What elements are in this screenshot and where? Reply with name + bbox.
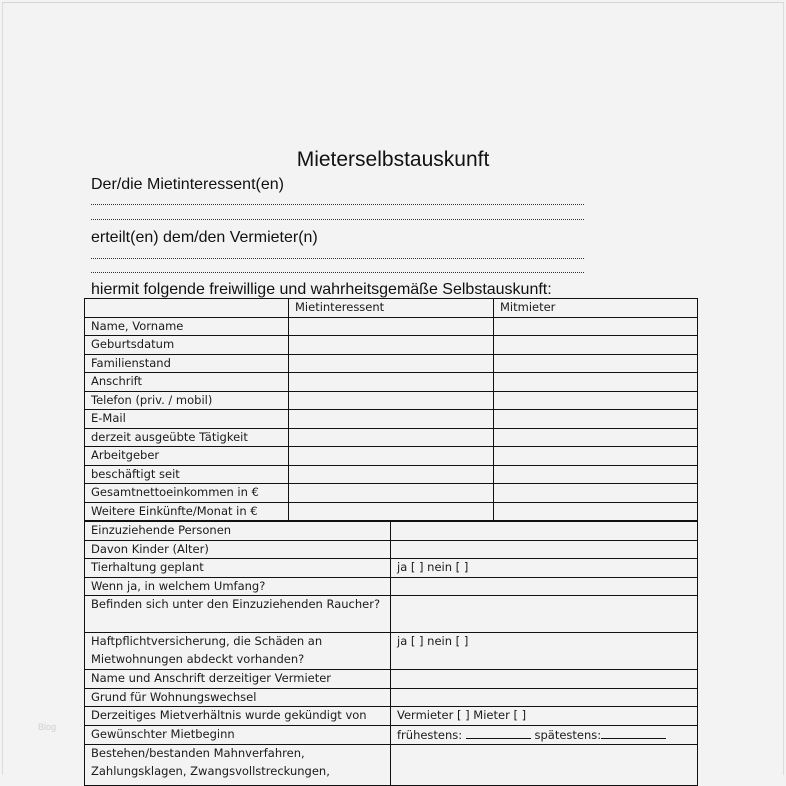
table-row bbox=[85, 410, 698, 429]
row-label: Befinden sich unter den Einzuziehenden Raucher? bbox=[85, 596, 391, 633]
row-label: Haftpflichtversicherung, die Schäden an Mietwohnungen abdeckt vorhanden? bbox=[85, 633, 391, 670]
table-row bbox=[85, 502, 698, 521]
row-label: Bestehen/bestanden Mahnverfahren, Zahlungsklagen, Zwangsvollstreckungen, bbox=[85, 745, 391, 786]
table-row bbox=[85, 447, 698, 466]
row-label: Gewünschter Mietbeginn bbox=[85, 725, 391, 745]
intro-declaration: hiermit folgende freiwillige und wahrheitsgemäße Selbstauskunft: bbox=[91, 281, 552, 298]
watermark: Blog bbox=[38, 722, 57, 732]
earliest-label: frühestens: bbox=[397, 727, 463, 742]
mietinteressent-field[interactable] bbox=[289, 447, 494, 466]
mietinteressent-field[interactable] bbox=[289, 465, 494, 484]
mitmieter-field[interactable] bbox=[494, 354, 698, 373]
header-mitmieter: Mitmieter bbox=[494, 299, 698, 318]
insurance-yes-no-checkbox[interactable]: ja [ ] nein [ ] bbox=[391, 633, 698, 670]
mietinteressent-field[interactable] bbox=[289, 354, 494, 373]
row-label: Gesamtnettoeinkommen in € bbox=[85, 484, 289, 503]
header-label-cell bbox=[85, 299, 289, 318]
mitmieter-field[interactable] bbox=[494, 373, 698, 392]
table-row bbox=[85, 725, 698, 745]
header-mietinteressent: Mietinteressent bbox=[289, 299, 494, 318]
table-row bbox=[85, 559, 698, 578]
household-details-table bbox=[84, 521, 698, 786]
answer-field[interactable] bbox=[391, 688, 698, 707]
mietinteressent-field[interactable] bbox=[289, 373, 494, 392]
personal-data-table bbox=[84, 298, 698, 521]
answer-field[interactable] bbox=[391, 596, 698, 633]
mitmieter-field[interactable] bbox=[494, 410, 698, 429]
row-label: beschäftigt seit bbox=[85, 465, 289, 484]
mitmieter-field[interactable] bbox=[494, 317, 698, 336]
table-row bbox=[85, 670, 698, 689]
row-label: Anschrift bbox=[85, 373, 289, 392]
table-row bbox=[85, 522, 698, 541]
mitmieter-field[interactable] bbox=[494, 391, 698, 410]
table-row bbox=[85, 484, 698, 503]
mietinteressent-field[interactable] bbox=[289, 410, 494, 429]
answer-field[interactable] bbox=[391, 522, 698, 541]
row-label: Davon Kinder (Alter) bbox=[85, 540, 391, 559]
row-label: Einzuziehende Personen bbox=[85, 522, 391, 541]
table-row bbox=[85, 540, 698, 559]
intro-applicants-label: Der/die Mietinteressent(en) bbox=[91, 176, 284, 193]
row-label: Arbeitgeber bbox=[85, 447, 289, 466]
answer-field[interactable] bbox=[391, 670, 698, 689]
mietinteressent-field[interactable] bbox=[289, 484, 494, 503]
applicant-fill-line-1[interactable] bbox=[91, 204, 584, 205]
row-label: Geburtsdatum bbox=[85, 336, 289, 355]
mietinteressent-field[interactable] bbox=[289, 502, 494, 521]
mitmieter-field[interactable] bbox=[494, 428, 698, 447]
row-label: E-Mail bbox=[85, 410, 289, 429]
mitmieter-field[interactable] bbox=[494, 502, 698, 521]
mitmieter-field[interactable] bbox=[494, 336, 698, 355]
table-row bbox=[85, 373, 698, 392]
intro-landlord-label: erteilt(en) dem/den Vermieter(n) bbox=[91, 229, 318, 246]
row-label: Weitere Einkünfte/Monat in € bbox=[85, 502, 289, 521]
move-in-date-fields bbox=[391, 725, 698, 745]
table-row bbox=[85, 428, 698, 447]
row-label: Familienstand bbox=[85, 354, 289, 373]
mietinteressent-field[interactable] bbox=[289, 428, 494, 447]
table-row bbox=[85, 745, 698, 786]
table-row bbox=[85, 391, 698, 410]
answer-field[interactable] bbox=[391, 577, 698, 596]
answer-field[interactable] bbox=[391, 540, 698, 559]
row-label: Grund für Wohnungswechsel bbox=[85, 688, 391, 707]
row-label: Derzeitiges Mietverhältnis wurde gekündigt von bbox=[85, 707, 391, 726]
row-label: derzeit ausgeübte Tätigkeit bbox=[85, 428, 289, 447]
earliest-date-blank[interactable] bbox=[466, 726, 531, 739]
mitmieter-field[interactable] bbox=[494, 447, 698, 466]
table-header-row bbox=[85, 299, 698, 318]
applicant-fill-line-2[interactable] bbox=[91, 219, 584, 220]
latest-date-blank[interactable] bbox=[601, 726, 666, 739]
table-row bbox=[85, 577, 698, 596]
mitmieter-field[interactable] bbox=[494, 484, 698, 503]
mietinteressent-field[interactable] bbox=[289, 336, 494, 355]
row-label: Wenn ja, in welchem Umfang? bbox=[85, 577, 391, 596]
table-row bbox=[85, 633, 698, 670]
pets-yes-no-checkbox[interactable]: ja [ ] nein [ ] bbox=[391, 559, 698, 578]
page-title: Mieterselbstauskunft bbox=[296, 148, 490, 171]
table-row bbox=[85, 336, 698, 355]
table-row bbox=[85, 688, 698, 707]
row-label: Tierhaltung geplant bbox=[85, 559, 391, 578]
latest-label: spätestens: bbox=[534, 727, 602, 742]
mitmieter-field[interactable] bbox=[494, 465, 698, 484]
table-row bbox=[85, 317, 698, 336]
table-row bbox=[85, 707, 698, 726]
table-row bbox=[85, 465, 698, 484]
mietinteressent-field[interactable] bbox=[289, 391, 494, 410]
landlord-fill-line-1[interactable] bbox=[91, 258, 584, 259]
row-label: Name und Anschrift derzeitiger Vermieter bbox=[85, 670, 391, 689]
answer-field[interactable] bbox=[391, 745, 698, 786]
table-row bbox=[85, 354, 698, 373]
mietinteressent-field[interactable] bbox=[289, 317, 494, 336]
terminated-by-checkbox[interactable]: Vermieter [ ] Mieter [ ] bbox=[391, 707, 698, 726]
row-label: Telefon (priv. / mobil) bbox=[85, 391, 289, 410]
row-label: Name, Vorname bbox=[85, 317, 289, 336]
landlord-fill-line-2[interactable] bbox=[91, 272, 584, 273]
table-row bbox=[85, 596, 698, 633]
